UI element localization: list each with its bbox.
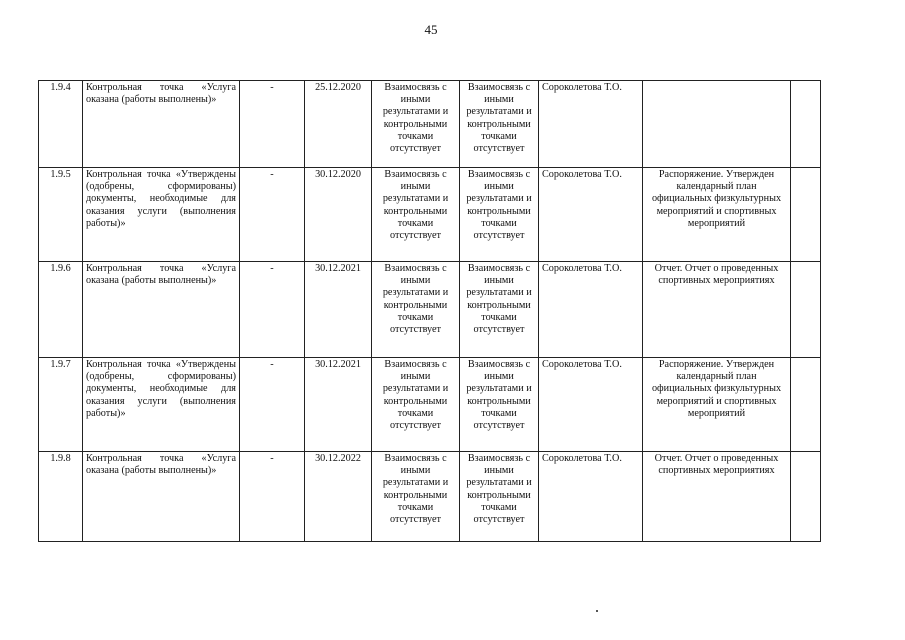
responsible-person: Сороколетова Т.О. <box>539 81 643 168</box>
relation-previous: Взаимосвязь с иными результатами и контрольными точками отсутствует <box>372 358 460 452</box>
extra-cell <box>791 81 821 168</box>
relation-previous: Взаимосвязь с иными результатами и контрольными точками отсутствует <box>372 262 460 358</box>
end-date: 30.12.2022 <box>305 452 372 542</box>
start-date: - <box>240 358 305 452</box>
relation-next: Взаимосвязь с иными результатами и контрольными точками отсутствует <box>460 168 539 262</box>
scan-speck <box>596 610 598 612</box>
relation-previous: Взаимосвязь с иными результатами и контрольными точками отсутствует <box>372 452 460 542</box>
responsible-person: Сороколетова Т.О. <box>539 452 643 542</box>
plan-table <box>38 80 821 542</box>
relation-next: Взаимосвязь с иными результатами и контрольными точками отсутствует <box>460 81 539 168</box>
relation-previous: Взаимосвязь с иными результатами и контрольными точками отсутствует <box>372 168 460 262</box>
milestone-name: Контрольная точка «Услуга оказана (работы выполнены)» <box>83 452 240 542</box>
start-date: - <box>240 452 305 542</box>
table-row <box>39 262 821 358</box>
responsible-person: Сороколетова Т.О. <box>539 168 643 262</box>
extra-cell <box>791 262 821 358</box>
milestone-name: Контрольная точка «Утверждены (одобрены, сформированы) документы, необходимые для оказания услуги (выполнения работы)» <box>83 168 240 262</box>
row-number: 1.9.5 <box>39 168 83 262</box>
result-document <box>643 81 791 168</box>
milestone-name: Контрольная точка «Услуга оказана (работы выполнены)» <box>83 81 240 168</box>
responsible-person: Сороколетова Т.О. <box>539 358 643 452</box>
table-row <box>39 452 821 542</box>
relation-next: Взаимосвязь с иными результатами и контрольными точками отсутствует <box>460 358 539 452</box>
end-date: 30.12.2021 <box>305 262 372 358</box>
relation-next: Взаимосвязь с иными результатами и контрольными точками отсутствует <box>460 262 539 358</box>
end-date: 30.12.2020 <box>305 168 372 262</box>
table-row <box>39 358 821 452</box>
result-document: Распоряжение. Утвержден календарный план официальных физкультурных мероприятий и спортивных мероприятий <box>643 358 791 452</box>
milestone-name: Контрольная точка «Утверждены (одобрены, сформированы) документы, необходимые для оказания услуги (выполнения работы)» <box>83 358 240 452</box>
row-number: 1.9.4 <box>39 81 83 168</box>
relation-next: Взаимосвязь с иными результатами и контрольными точками отсутствует <box>460 452 539 542</box>
table-row <box>39 168 821 262</box>
relation-previous: Взаимосвязь с иными результатами и контрольными точками отсутствует <box>372 81 460 168</box>
responsible-person: Сороколетова Т.О. <box>539 262 643 358</box>
start-date: - <box>240 262 305 358</box>
start-date: - <box>240 168 305 262</box>
extra-cell <box>791 452 821 542</box>
end-date: 30.12.2021 <box>305 358 372 452</box>
end-date: 25.12.2020 <box>305 81 372 168</box>
table-row <box>39 81 821 168</box>
extra-cell <box>791 358 821 452</box>
extra-cell <box>791 168 821 262</box>
row-number: 1.9.7 <box>39 358 83 452</box>
result-document: Распоряжение. Утвержден календарный план официальных физкультурных мероприятий и спортивных мероприятий <box>643 168 791 262</box>
result-document: Отчет. Отчет о проведенных спортивных мероприятиях <box>643 452 791 542</box>
start-date: - <box>240 81 305 168</box>
page-number: 45 <box>424 22 438 37</box>
row-number: 1.9.8 <box>39 452 83 542</box>
milestone-name: Контрольная точка «Услуга оказана (работы выполнены)» <box>83 262 240 358</box>
result-document: Отчет. Отчет о проведенных спортивных мероприятиях <box>643 262 791 358</box>
row-number: 1.9.6 <box>39 262 83 358</box>
